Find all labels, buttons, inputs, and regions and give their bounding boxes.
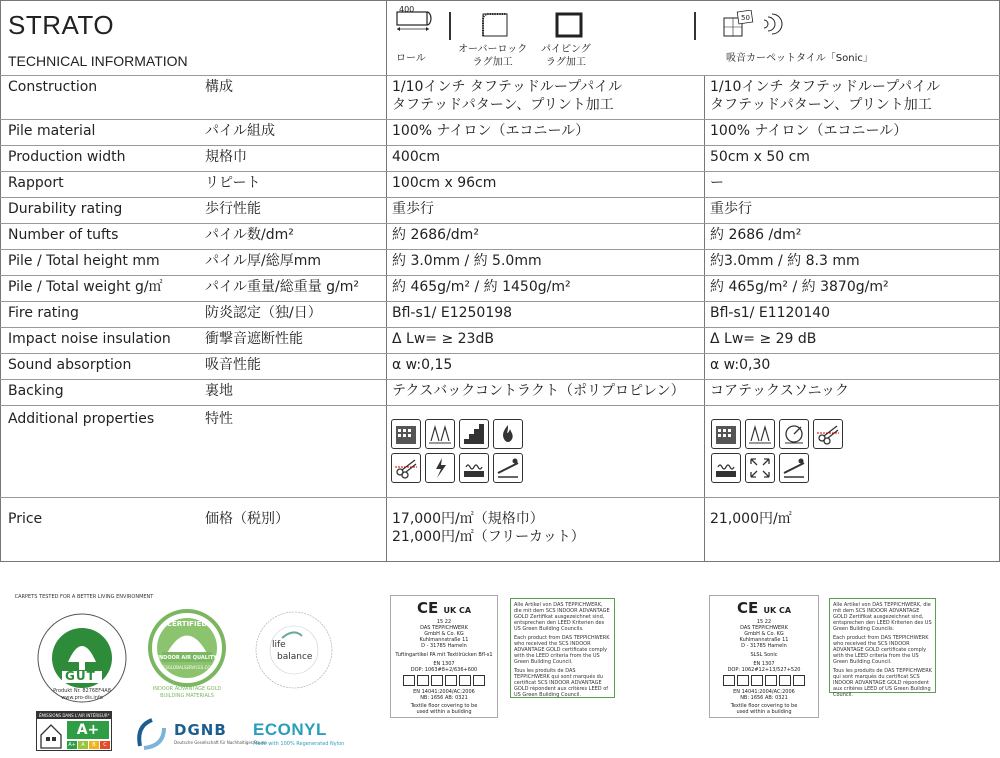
roll-width-badge: 400: [399, 5, 415, 14]
cutting-icon: [391, 453, 421, 483]
table-row: Pile / Total weight g/㎡ パイル重量/総重量 g/m² 約 465g/m² / 約 1450g/m² 約 465g/m² / 約 3870g/m²: [0, 275, 1000, 301]
ukca-mark: UK CA: [763, 606, 792, 615]
indoor-air-quality-logo: [142, 608, 232, 700]
fire-safe-icon: [493, 419, 523, 449]
ce-pictograms: [399, 675, 489, 687]
acoustic-icon: [779, 419, 809, 449]
chair-castor-icon: [425, 419, 455, 449]
gut-url: www.pro-dis.info: [61, 695, 103, 701]
dgnb-text: DGNB: [174, 721, 227, 739]
piping-icon: [555, 12, 583, 42]
tile-label: 吸音カーペットタイル「Sonic」: [726, 53, 873, 64]
emission-label: [36, 711, 112, 751]
ce-pictograms: [719, 675, 809, 687]
overlock-label: オーバーロック ラグ加工: [458, 44, 528, 68]
dimension-stable-icon: [745, 453, 775, 483]
overlock-icon: [481, 12, 509, 42]
life-text: life: [272, 640, 286, 650]
table-row: Fire rating 防炎認定（独/日） Bfl-s1/ E1250198 Bfl-s1/ E1120140: [0, 301, 1000, 327]
table-row-additional: Additional properties 特性: [0, 405, 1000, 497]
ce-label-roll: CE UK CA 15 22 DAS TEPPICHWERK GmbH & Co. KG Kuhlmannstraße 11 D - 31785 Hameln Tuftingartikel PA mit Textilrücken Bfl-s1 EN 1307 DOP: 1063#8+2/636+600 EN 14041:2004/AC:2006 NB: 1656 AB: 0321 Textile floor covering to be used within a building: [390, 595, 498, 718]
econyl-text: ECONYL: [253, 720, 327, 739]
gut-product-id: Produkt Nr. 8276EF4A8: [53, 688, 111, 694]
ukca-mark: UK CA: [443, 606, 472, 615]
office-building-icon: [391, 419, 421, 449]
dgnb-subtext: Deutsche Gesellschaft für Nachhaltiges Bauen: [174, 740, 267, 745]
tile-property-icons: [711, 419, 843, 483]
office-building-icon: [711, 419, 741, 449]
staircase-icon: [459, 419, 489, 449]
roll-label: ロール: [396, 53, 426, 64]
page-subtitle: TECHNICAL INFORMATION: [8, 53, 188, 69]
table-row: Durability rating 歩行性能 重歩行 重歩行: [0, 197, 1000, 223]
iaq-bottom-1: INDOOR ADVANTAGE GOLD: [152, 686, 222, 692]
sun-lightfast-icon: [779, 453, 809, 483]
iaq-mid-text: INDOOR AIR QUALITY: [157, 655, 217, 661]
gut-certification-logo: [14, 594, 154, 710]
gut-ring-text: CARPETS TESTED FOR A BETTER LIVING ENVIRONMENT: [14, 594, 154, 600]
gut-text: GUT: [65, 669, 96, 683]
iaq-top-text: CERTIFIED: [166, 620, 208, 628]
sun-lightfast-icon: [493, 453, 523, 483]
table-row: Pile material パイル組成 100% ナイロン（エコニール） 100% ナイロン（エコニール）: [0, 119, 1000, 145]
header-separator: [694, 12, 696, 40]
table-row: Impact noise insulation 衝撃音遮断性能 Δ Lw= ≥ 23dB Δ Lw= ≥ 29 dB: [0, 327, 1000, 353]
floor-heating-icon: [711, 453, 741, 483]
floor-heating-icon: [459, 453, 489, 483]
cutting-icon: [813, 419, 843, 449]
econyl-subtext: Made with 100% Regenerated Nylon: [253, 741, 345, 747]
table-row: Sound absorption 吸音性能 α w:0,15 α w:0,30: [0, 353, 1000, 379]
scs-statement-roll: Alle Artikel von DAS TEPPICHWERK, die mit dem SCS INDOOR ADVANTAGE GOLD Zertifikat ausgezeichnet sind, entsprechen den LEED Kriterien des US Green Building Councils. Each product from DAS TEPPICHWERK who received the SCS INDOOR ADVANTAGE GOLD certificate comply with the LEED criteria from the US Green Building Council. Tous les produits de DAS TEPPICHWERK qui sont marqués du certificat SCS INDOOR ADVANTAGE GOLD répondent aux critères LEED of US Green Building Council.: [510, 598, 615, 698]
chair-castor-icon: [745, 419, 775, 449]
emission-grade: A+: [67, 721, 109, 739]
piping-label: パイピング ラグ加工: [541, 44, 591, 68]
ce-mark: CE: [736, 599, 759, 617]
table-row: Pile / Total height mm パイル厚/総厚mm 約 3.0mm / 約 5.0mm 約3.0mm / 約 8.3 mm: [0, 249, 1000, 275]
emission-header: ÉMISSIONS DANS L'AIR INTÉRIEUR*: [39, 713, 110, 718]
roll-property-icons: [391, 419, 523, 483]
balance-text: balance: [277, 652, 313, 662]
ce-mark: CE: [416, 599, 439, 617]
table-row-price: Price 価格（税別） 17,000円/㎡（規格巾） 21,000円/㎡（フリーカット） 21,000円/㎡: [0, 497, 1000, 562]
antistatic-icon: [425, 453, 455, 483]
ce-label-tile: CE UK CA 15 22 DAS TEPPICHWERK GmbH & Co. KG Kuhlmannstraße 11 D - 31785 Hameln SLSL Sonic EN 1307 DOP: 1062#12+13/527+520 EN 14041:2004/AC:2006 NB: 1656 AB: 0321 Textile floor covering to be used within a building: [709, 595, 819, 718]
tile-size-badge: 50: [741, 14, 750, 22]
table-row: Construction 構成 1/10インチ タフテッドループパイル タフテッドパターン、プリント加工 1/10インチ タフテッドループパイル タフテッドパターン、プリント加工: [0, 75, 1000, 119]
header-separator: [449, 12, 451, 40]
acoustic-tile-icon: [722, 10, 786, 44]
econyl-logo: [253, 720, 345, 750]
life-balance-logo: [252, 608, 336, 692]
product-title: STRATO: [8, 10, 115, 40]
table-row: Backing 裏地 テクスバックコントラクト（ポリプロピレン） コアテックスソニック: [0, 379, 1000, 405]
table-row: Number of tufts パイル数/dm² 約 2686/dm² 約 2686 /dm²: [0, 223, 1000, 249]
iaq-bottom-2: BUILDING MATERIALS: [160, 693, 214, 699]
table-row: Rapport リピート 100cm x 96cm ー: [0, 171, 1000, 197]
scs-statement-tile: Alle Artikel von DAS TEPPICHWERK, die mit dem SCS INDOOR ADVANTAGE GOLD Zertifikat ausgezeichnet sind, entsprechen den LEED Kriterien des US Green Building Councils. Each product from DAS TEPPICHWERK who received the SCS INDOOR ADVANTAGE GOLD certificate comply with the LEED criteria from the US Green Building Council. Tous les produits de DAS TEPPICHWERK qui sont marqués du certificat SCS INDOOR ADVANTAGE GOLD répondent aux critères LEED of US Green Building Council.: [829, 598, 936, 693]
house-icon: [40, 723, 62, 749]
emission-scale: A+ A B C: [67, 741, 110, 749]
table-row: Production width 規格巾 400cm 50cm x 50 cm: [0, 145, 1000, 171]
iaq-sub-text: SCSGLOBALSERVICES.COM: [160, 665, 214, 670]
dgnb-logo: [134, 716, 267, 752]
